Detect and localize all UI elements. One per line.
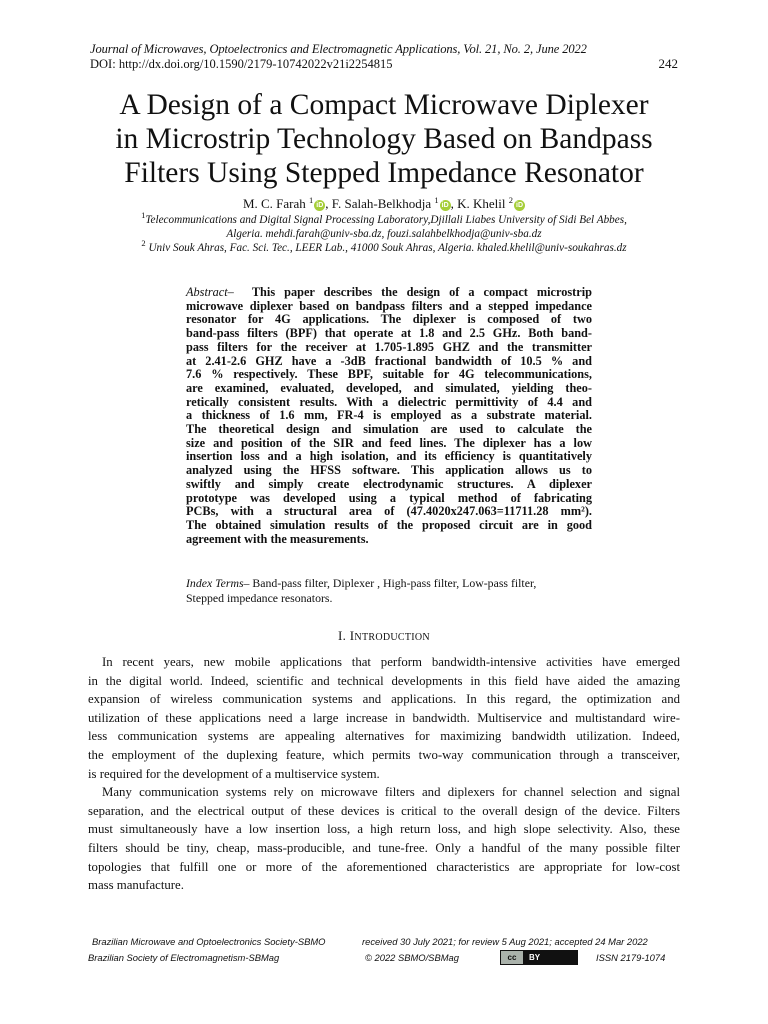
affiliation-number: 1 xyxy=(141,210,146,220)
index-terms-label: Index Terms– xyxy=(186,576,250,590)
separator: , xyxy=(450,196,454,211)
affiliation-number: 2 xyxy=(141,238,146,248)
body-line: filters should be tiny, cheap, mass-producible, and tune-free. Only a handful of the many possible filter xyxy=(88,840,680,855)
abstract-label: Abstract– xyxy=(186,285,234,299)
author-name: K. Khelil xyxy=(457,196,506,211)
section-title-rest: NTRODUCTION xyxy=(354,632,430,643)
page-footer xyxy=(88,936,688,968)
body-line: less communication systems are appealing alternatives for maximizing bandwidth utilization. Indeed, xyxy=(88,729,680,744)
by-label: BY xyxy=(529,953,541,962)
body-text xyxy=(88,653,680,895)
footer-society-sbmag: Brazilian Society of Electromagnetism-SBMag xyxy=(88,952,280,963)
affiliation-line-3 xyxy=(92,238,676,255)
abstract-line: 7.6 % respectively. These BPF, suitable for 4G telecommunications, xyxy=(186,367,592,382)
author-name: M. C. Farah xyxy=(242,196,306,211)
affiliation-line-2: Algeria. mehdi.farah@univ-sba.dz, fouzi.salahbelkhodja@univ-sba.dz xyxy=(226,228,542,240)
affiliation-text: Telecommunications and Digital Signal Processing Laboratory,Djillali Liabes University of Sidi Bel Abbes, xyxy=(145,214,627,226)
affiliations xyxy=(92,210,676,255)
section-number: I. xyxy=(338,628,347,643)
journal-citation: Journal of Microwaves, Optoelectronics and Electromagnetic Applications, Vol. 21, No. 2, June 2022 xyxy=(90,42,587,56)
abstract xyxy=(186,286,592,546)
body-line: expansion of wireless communication systems and applications. In this regard, the optimization and xyxy=(88,692,680,707)
title-line-3: Filters Using Stepped Impedance Resonator xyxy=(124,157,644,189)
abstract-line: are examined, evaluated, developed, and simulated, yielding theo- xyxy=(186,380,592,395)
paper-title xyxy=(60,88,708,190)
index-terms-text: Band-pass filter, Diplexer , High-pass filter, Low-pass filter, xyxy=(252,576,537,590)
affiliation-marker: 1 xyxy=(309,195,314,205)
body-line: is required for the development of a multiservice system. xyxy=(88,766,380,781)
affiliation-marker: 1 xyxy=(434,195,439,205)
author-name: F. Salah-Belkhodja xyxy=(331,196,432,211)
body-line: topologies that fulfill one or more of the aforementioned characteristics are appropriate for low-cost xyxy=(88,859,680,874)
index-terms-text-2: Stepped impedance resonators. xyxy=(186,591,333,605)
body-line: Many communication systems rely on microwave filters and diplexers for channel selection and signal xyxy=(102,785,680,800)
abstract-line: agreement with the measurements. xyxy=(186,531,369,546)
body-line: in the digital world. Indeed, scientific and technical developments in this field have aided the amazing xyxy=(88,673,680,688)
footer-row-1 xyxy=(88,936,688,952)
abstract-line: at 2.41-2.6 GHZ have a -3dB fractional bandwidth of 10.5 % and xyxy=(186,353,592,368)
abstract-line: pass filters for the receiver at 1.705-1.895 GHZ and the transmitter xyxy=(186,339,592,354)
abstract-line: The obtained simulation results of the proposed circuit are in good xyxy=(186,517,592,532)
footer-dates: received 30 July 2021; for review 5 Aug 2021; accepted 24 Mar 2022 xyxy=(362,936,648,947)
body-line: must simultaneously have a low insertion loss, a high return loss, and high slope selectivity. Also, these xyxy=(88,822,680,837)
page-number: 242 xyxy=(658,56,678,71)
body-line: utilization of these applications need a large increase in bandwidth. Multiservice and multistandard wire- xyxy=(88,710,680,725)
orcid-icon[interactable]: iD xyxy=(441,202,449,209)
body-line: the employment of the duplexing feature, which permits two-way communication through a transceiver, xyxy=(88,747,680,762)
abstract-text: This paper describes the design of a compact microstrip xyxy=(251,285,592,299)
abstract-line: analyzed using the HFSS software. This application allows us to xyxy=(186,463,592,478)
abstract-line: band-pass filters (BPF) that operate at 1.8 and 2.5 GHz. Both band- xyxy=(186,326,592,341)
abstract-line xyxy=(186,286,592,300)
footer-copyright: © 2022 SBMO/SBMag xyxy=(365,952,459,963)
footer-society-sbmo: Brazilian Microwave and Optoelectronics Society-SBMO xyxy=(92,936,326,947)
abstract-line: swiftly and simply create electrodynamic structures. A diplexer xyxy=(186,476,592,491)
abstract-line: a thickness of 1.6 mm, FR-4 is employed as a substrate material. xyxy=(186,408,592,423)
separator: , xyxy=(325,196,329,211)
cc-by-license-badge[interactable] xyxy=(500,950,578,965)
orcid-icon[interactable]: iD xyxy=(316,202,324,209)
section-heading xyxy=(0,628,768,644)
abstract-line: microwave diplexer based on bandpass filters and a stepped impedance xyxy=(186,298,592,313)
doi-link[interactable]: DOI: http://dx.doi.org/10.1590/2179-10742022v21i2254815 xyxy=(90,57,393,71)
body-line: In recent years, new mobile applications that perform bandwidth-intensive activities have emerged xyxy=(102,655,680,669)
section-title-initial: I xyxy=(349,628,355,643)
abstract-line: PCBs, with a structural area of (47.4020x247.063=11711.28 mm²). xyxy=(186,504,592,519)
abstract-line: insertion loss and a high isolation, and its efficiency is quantitatively xyxy=(186,449,592,464)
body-line: mass manufacture. xyxy=(88,878,184,893)
body-line: separation, and the electrical output of these devices is critical to the overall design of the device. Filters xyxy=(88,803,680,818)
footer-issn: ISSN 2179-1074 xyxy=(596,952,666,963)
title-line-2: in Microstrip Technology Based on Bandpass xyxy=(115,123,653,155)
cc-icon: cc xyxy=(501,951,523,964)
abstract-line: retically consistent results. With a dielectric permittivity of 4.4 and xyxy=(186,394,592,409)
abstract-line: resonator for 4G applications. The diplexer is composed of two xyxy=(186,312,592,327)
index-terms xyxy=(186,576,592,606)
affiliation-marker: 2 xyxy=(508,195,514,205)
author-list xyxy=(0,196,768,212)
title-line-1: A Design of a Compact Microwave Diplexer xyxy=(119,89,649,121)
affiliation-text: Univ Souk Ahras, Fac. Sci. Tec., LEER Lab., 41000 Souk Ahras, Algeria. khaled.khelil@univ-soukahras.dz xyxy=(148,242,627,254)
affiliation-line-1 xyxy=(92,210,676,227)
abstract-line: size and position of the SIR and feed lines. The diplexer has a low xyxy=(186,435,592,450)
abstract-line: The theoretical design and simulation are used to calculate the xyxy=(186,422,592,437)
footer-row-2 xyxy=(88,952,688,968)
abstract-line: prototype was developed using a typical method of fabricating xyxy=(186,490,592,505)
orcid-icon[interactable]: iD xyxy=(516,202,524,209)
